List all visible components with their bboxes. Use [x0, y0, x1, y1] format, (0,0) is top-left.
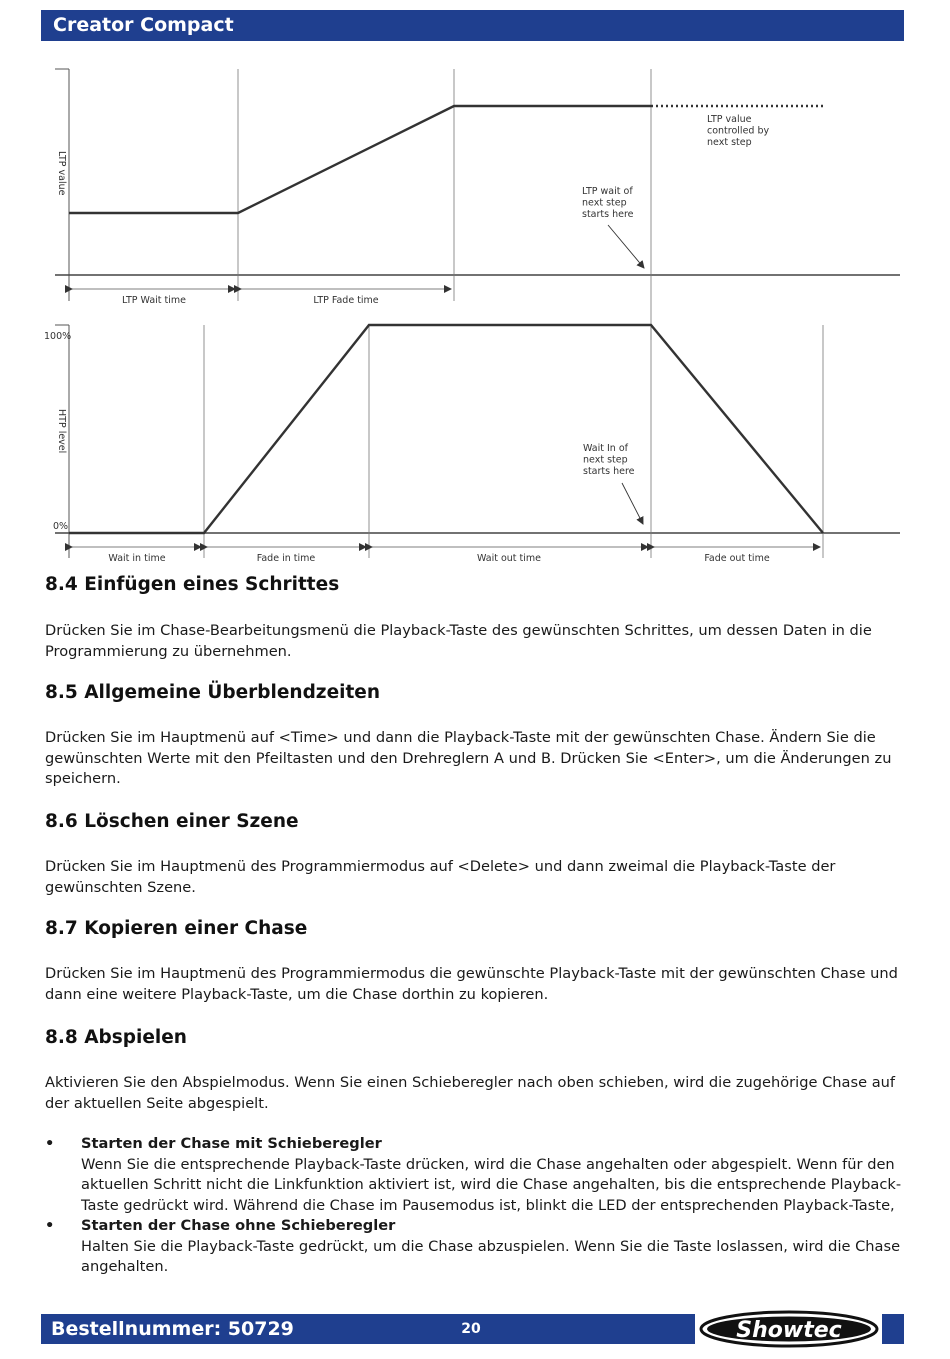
htp-wait-in-note: Wait In of next step starts here [583, 443, 635, 477]
section-title-8-6: 8.6 Löschen einer Szene [45, 811, 299, 832]
section-text-8-4: Drücken Sie im Chase-Bearbeitungsmenü die Playback-Taste des gewünschten Schrittes, um dessen Daten in die Programmierung zu übernehmen. [45, 622, 872, 660]
htp-y-min-label: 0% [53, 521, 69, 532]
playback-bullet-list [45, 1134, 905, 1278]
bullet-icon: • [45, 1217, 55, 1234]
ltp-axis-label: LTP value [56, 151, 67, 196]
section-text-8-8: Aktivieren Sie den Abspielmodus. Wenn Sie einen Schieberegler nach oben schieben, wird die zugehörige Chase auf der aktuellen Seite abgespielt. [45, 1074, 896, 1112]
page-number: 20 [461, 1321, 481, 1337]
bullet-text: Halten Sie die Playback-Taste gedrückt, um die Chase abzuspielen. Wenn Sie die Taste loslassen, wird die Chase angehalten. [81, 1237, 901, 1275]
bullet-title: Starten der Chase mit Schieberegler [81, 1135, 382, 1152]
order-number: Bestellnummer: 50729 [51, 1318, 294, 1340]
ltp-fade-time-label: LTP Fade time [313, 295, 379, 306]
htp-y-max-label: 100% [44, 331, 72, 342]
section-title-8-5: 8.5 Allgemeine Überblendzeiten [45, 682, 381, 703]
fade-in-time-label: Fade in time [256, 553, 316, 564]
section-title-8-4: 8.4 Einfügen eines Schrittes [45, 574, 340, 595]
section-title-8-8: 8.8 Abspielen [45, 1027, 187, 1048]
header-title: Creator Compact [53, 14, 234, 36]
ltp-note-arrow [608, 225, 644, 268]
ltp-wait-time-label: LTP Wait time [122, 295, 186, 306]
timing-diagram [0, 55, 950, 570]
footer-bar-end [882, 1314, 904, 1344]
htp-axis-label: HTP level [56, 409, 67, 454]
svg-text:Showtec: Showtec [736, 1318, 842, 1343]
list-item [45, 1134, 905, 1216]
htp-note-arrow [622, 483, 643, 524]
list-item [45, 1216, 905, 1278]
wait-in-time-label: Wait in time [108, 553, 166, 564]
showtec-logo-icon [698, 1310, 880, 1348]
ltp-diagram [55, 69, 900, 340]
htp-diagram [44, 325, 900, 564]
bullet-icon: • [45, 1135, 55, 1152]
section-title-8-7: 8.7 Kopieren einer Chase [45, 918, 308, 939]
wait-out-time-label: Wait out time [476, 553, 542, 564]
page-header [41, 10, 904, 41]
page-footer [41, 1314, 904, 1344]
fade-out-time-label: Fade out time [704, 553, 770, 564]
section-text-8-5: Drücken Sie im Hauptmenü auf <Time> und dann die Playback-Taste mit der gewünschten Chase. Ändern Sie die gewünschten Werte mit den Pfeiltasten und den Drehreglern A und B. Drücken Sie <Enter>, um die Änderungen zu speichern. [45, 729, 892, 787]
section-text-8-6: Drücken Sie im Hauptmenü des Programmiermodus auf <Delete> und dann zweimal die Playback-Taste der gewünschten Szene. [45, 858, 836, 896]
section-text-8-7: Drücken Sie im Hauptmenü des Programmiermodus die gewünschte Playback-Taste mit der gewünschten Chase und dann eine weitere Playback-Taste, um die Chase dorthin zu kopieren. [45, 965, 898, 1003]
ltp-wait-next-step-note: LTP wait of next step starts here [582, 186, 634, 220]
htp-level-curve [69, 325, 823, 533]
ltp-controlled-note: LTP value controlled by next step [707, 114, 770, 148]
bullet-text: Wenn Sie die entsprechende Playback-Taste drücken, wird die Chase angehalten oder abgespielt. Wenn für den aktuellen Schritt nicht die Linkfunktion aktiviert ist, wird die Chase angehalten, bis die entsprechende Playback-Taste gedrückt wird. Während die Chase im Pausemodus ist, blinkt die LED der entsprechenden Playback-Taste, [81, 1155, 902, 1214]
ltp-value-curve [69, 106, 651, 213]
bullet-title: Starten der Chase ohne Schieberegler [81, 1217, 396, 1234]
